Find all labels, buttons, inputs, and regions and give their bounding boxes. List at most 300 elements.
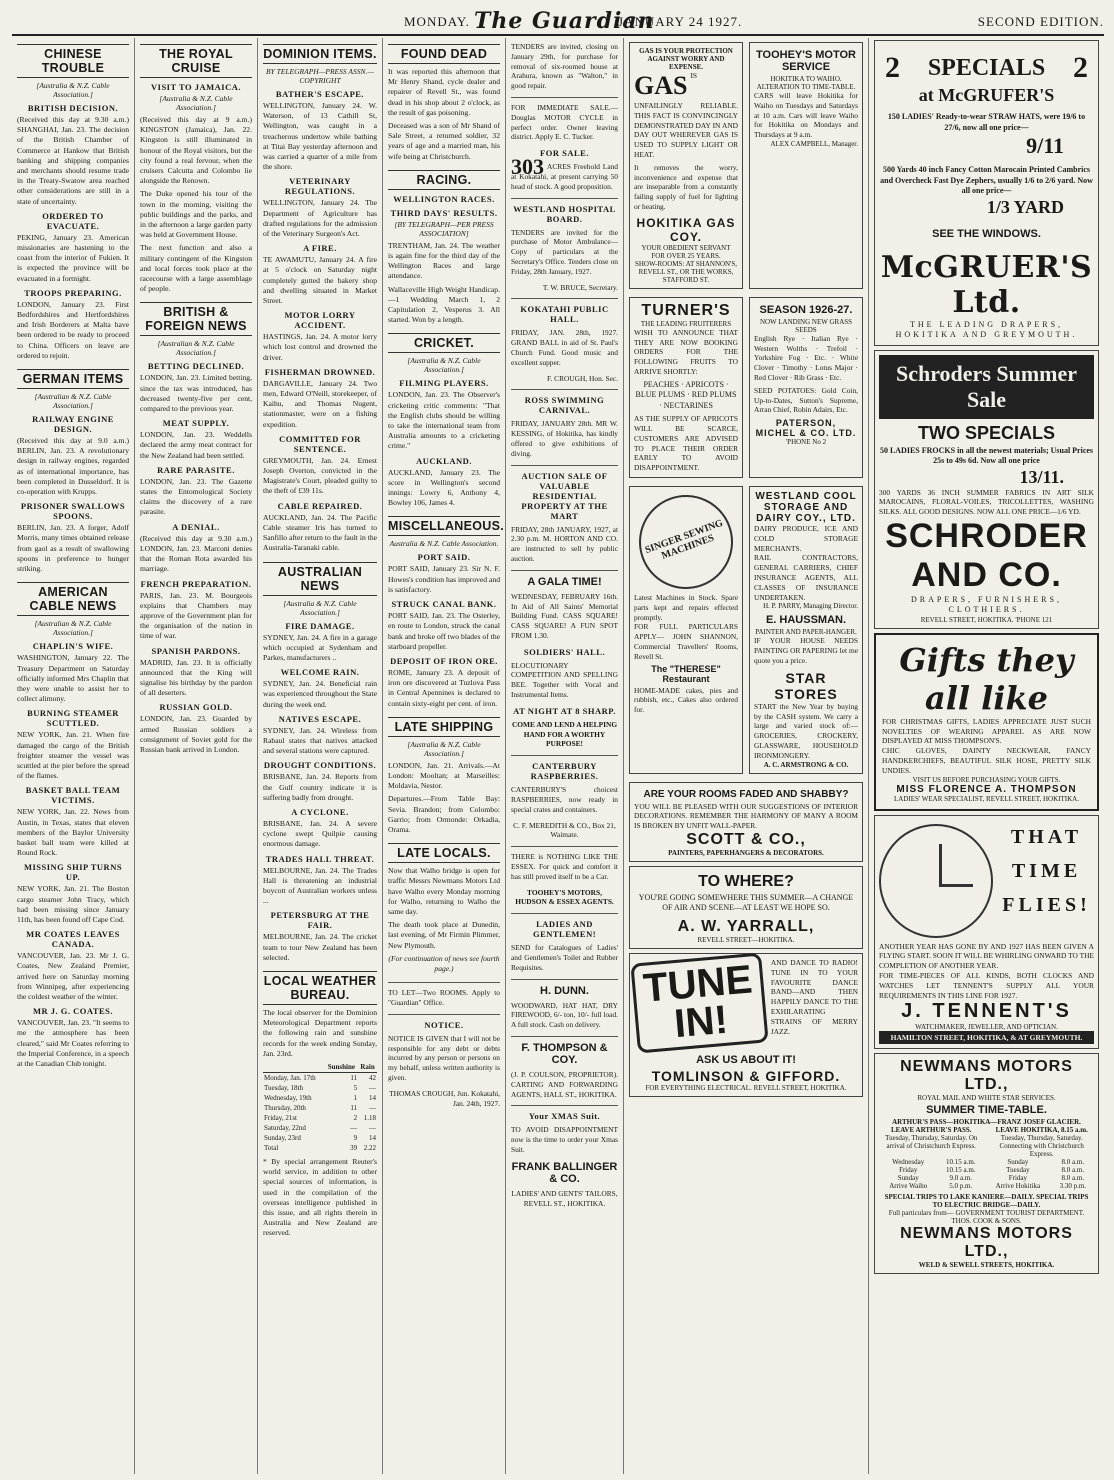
gala-text: WEDNESDAY, FEBRUARY 16th. In Aid of All Saints' Memorial Building Fund. CASS SQUARE! CASS SQUARE! A FUN SPOT FROM 1.30. [511,591,618,640]
toohey-alteration: ALTERATION TO TIME-TABLE. [756,83,856,91]
paragraph: Deceased was a son of Mr Shand of Sale Street, a returned soldier, 32 years of age and a married man, his wife being at Christchurch. [388,121,500,161]
tt-left-heading: LEAVE ARTHUR'S PASS. [890,1126,972,1135]
article-cricket [388,333,500,508]
weather-row [263,1083,377,1093]
weather-cell: 42 [369,1073,376,1082]
thompson-text: (J. P. COULSON, PROPRIETOR). CARTING AND FORWARDING AGENTS, HALL ST., HOKITIKA. [511,1070,618,1099]
timetable-cell: 8.0 a.m. [1061,1158,1085,1167]
divider [388,982,500,983]
timetable-cell: 10.15 a.m. [945,1166,976,1175]
article-british-foreign-news [140,302,252,755]
tennent-address: HAMILTON STREET, HOKITIKA, & AT GREYMOUTH. [879,1031,1094,1044]
article-miscellaneous [388,516,505,708]
raspberries-signature: C. F. MEREDITH & CO., Box 21, Waimate. [513,820,616,840]
headline: MISCELLANEOUS. [388,516,500,536]
weather-cell: 2.22 [363,1143,376,1152]
yarrall-sub: REVELL STREET—HOKITIKA. [697,935,795,944]
weather-cell: Sunday, 23rd [264,1133,301,1142]
gas-text: IS UNFAILINGLY RELIABLE. THIS FACT IS CONVINCINGLY DEMONSTRATED DAY IN AND DAY OUT WHEREVER GAS IS USED TO SUPPLY LIGHT OR HEAT. [634,71,738,159]
newmans-footer: NEWMANS MOTORS LTD., [900,1225,1073,1261]
westland-text-2: RAIL CONTRACTORS, GENERAL CARRIERS, CHIEF INSURANCE AGENTS, ALL CLASSES OF INSURANCE UNDERTAKEN. [754,553,858,602]
credit: [Australia & N.Z. Cable Association.] [36,81,110,99]
subheading: RAILWAY ENGINE DESIGN. [32,414,114,435]
gala-elocution: ELOCUTIONARY COMPETITION AND SPELLING BEE. Together with Vocal and Instrumental Items. [511,660,618,700]
weather-cell: Friday, 21st [264,1113,297,1122]
timetable-cell: Wednesday [892,1158,925,1167]
xmas-suit-text: TO AVOID DISAPPOINTMENT now is the time to order your Xmas Suit. [511,1125,618,1154]
gas-tagline: YOUR OBEDIENT SERVANT FOR OVER 25 YEARS. [641,243,731,260]
divider [388,1014,500,1015]
classified-ad-motor-cycle: FOR IMMEDIATE SALE.—Douglas MOTOR CYCLE in perfect order. Owner leaving district. Apply E. C. Tucker. [511,102,618,142]
subheading: COMMITTED FOR SENTENCE. [279,433,361,454]
paragraph: The Duke opened his tour of the town in the morning, visiting the public buildings and the parks, and in the afternoon a large garden party was held at Government House. [140,189,252,240]
subheading: RUSSIAN GOLD. [159,702,233,713]
tomlinson-sub: FOR EVERYTHING ELECTRICAL. REVELL STREET, HOKITIKA. [645,1083,847,1092]
subheading: DROUGHT CONDITIONS. [263,760,377,771]
star-signature: A. C. ARMSTRONG & CO. [763,760,849,769]
paragraph: HASTINGS, Jan. 24. A motor lorry which lost control and drowned the driver. [263,332,377,362]
subheading: BRITISH DECISION. [27,103,119,113]
masthead-date: JANUARY 24 1927. [618,14,743,29]
subheading: STRUCK CANAL BANK. [391,599,497,610]
article-late-locals [388,843,500,974]
gifts-sub: LADIES' WEAR SPECIALIST, REVELL STREET, HOKITIKA. [894,794,1079,803]
weather-header-cell [263,1062,325,1073]
specials-num-left: 2 [885,51,900,84]
ad-toohey-motor [749,42,863,289]
paterson-phone: 'PHONE No 2 [785,438,827,447]
divider [511,846,618,847]
specials-see-windows: SEE THE WINDOWS. [932,227,1041,240]
weather-cell: Thursday, 20th [264,1103,306,1112]
paragraph: TRENTHAM, Jan. 24. The weather is again fine for the third day of the Wellington Races and large attendance. [388,240,500,281]
weather-header-cell: Sunshine [325,1062,359,1073]
time-text-2: FOR TIME-PIECES OF ALL KINDS, BOTH CLOCKS AND WATCHES LET TENNENT'S SUPPLY ALL YOUR REQUIREMENTS IN THIS LINE FOR 1927. [879,971,1094,1000]
weather-cell: 11 [350,1103,358,1112]
paragraph: It was reported this afternoon that Mr Henry Shand, cycle dealer and repairer of Revell St., was found dead in his shop about 2 o'clock, as the result of gas poisoning. [388,67,500,117]
paragraph: GREYMOUTH, Jan. 24. Ernest Joseph Overton, convicted in the Magistrate's Court, pleaded guilty to the theft of £39 11s. [263,455,377,496]
paragraph: PORT SAID, Jan. 23. The Osterley, en route to London, struck the canal bank and broke off two blades of the starboard propeller. [388,611,500,651]
article-german-items [17,369,129,574]
weather-row [263,1113,377,1123]
column-2 [135,38,258,1474]
paragraph: NEW YORK, Jan. 21. The Boston cargo steamer John Tracy, which had been missing since January 11th, has been found off Cape Cod. [17,884,129,924]
clock-icon [879,824,993,938]
paragraph: PORT SAID, January 23. Sir N. F. Howes's condition has improved and is satisfactory. [388,564,500,594]
weather-table [263,1062,377,1153]
timetable-cell: 8.0 a.m. [1061,1174,1085,1183]
subheading: BURNING STEAMER SCUTTLED. [27,708,119,729]
subheading: A CYCLONE. [291,806,349,817]
ad-turners [629,297,743,478]
auction-text: FRIDAY, 28th JANUARY, 1927, at 2.30 p.m. M. HORTON AND CO. are instructed to sell by public auction. [511,524,618,563]
weather-cell: 2 [353,1113,358,1122]
schroders-price: 13/11. [1019,466,1064,487]
paragraph: NEW YORK, Jan. 21. When fire damaged the cargo of the British freighter steamer the vessel was scuttled at the pier before the spread of the flames. [17,730,129,781]
headline: CHINESE TROUBLE [17,44,129,78]
ad-westland-cool-storage [749,486,863,774]
timetable-cell: 9.0 a.m. [949,1174,973,1183]
paragraph: The death took place at Dunedin, last evening, of Mr Firmin Plimmer, New Plymouth. [388,920,500,950]
timetable-row [879,1174,1094,1182]
star-text: START the New Year by buying by the CASH system. We carry a large and varied stock of:— GROCERIES, CROCKERY, GLASSWARE, HOUSEHOLD IRONMONGERY. [754,701,858,760]
gifts-visit: VISIT US BEFORE PURCHASING YOUR GIFTS. [912,775,1061,784]
headline: THE ROYAL CRUISE [140,44,252,78]
tune-in-logo: TUNE IN! [630,952,768,1053]
subheading: A DENIAL. [172,521,220,532]
credit: [Australian & N.Z. Cable Association.] [34,619,112,638]
for-sale-heading: FOR SALE. [540,148,589,159]
time-flies [999,820,1094,942]
divider [511,1105,618,1106]
tt-left-text: Tuesday, Thursday, Saturday. On arrival of Christchurch Express. [885,1134,978,1151]
subheading: PRISONER SWALLOWS SPOONS. [20,501,126,522]
therese-text: HOME-MADE cakes, pies and rubbish, etc., Cakes also ordered for. [634,685,738,715]
paragraph: BERLIN, Jan. 23. A forger, Adolf Morris, many times obtained release from gaol as a result of swallowing spoons in preference to hunger striking. [17,523,129,574]
turner-heading: TURNER'S [641,301,731,319]
subheading: PETERSBURG AT THE FAIR. [270,910,370,931]
where-text: YOU'RE GOING SOMEWHERE THIS SUMMER—A CHANGE OF AIR AND SCENE—AT LEAST WE HOPE SO. [638,892,854,913]
weather-total-row [263,1143,377,1153]
newmans-heading: NEWMANS MOTORS LTD., [900,1058,1073,1094]
toohey-signature: ALEX CAMPBELL, Manager. [770,139,858,148]
ad-schroders [874,350,1099,629]
tennent-heading: J. TENNENT'S [901,1000,1072,1023]
mcgruer-heading: McGRUER'S Ltd. [880,249,1093,320]
gas-big-word: GAS [634,71,688,100]
gala-heading: A GALA TIME! [527,575,602,588]
timetable-cell: Sunday [897,1174,919,1183]
paragraph: (Received this day at 9 a.m.) KINGSTON (Jamaica), Jan. 22. Kingston is still illuminated in honour of the Royal visitors, but the city found a real fervour, when the cruisers Calcutta and Colombo lie alongside the Renown. [140,115,252,186]
timetable-cell: 10.15 a.m. [945,1158,976,1167]
headline: AMERICAN CABLE NEWS [17,582,129,616]
schroders-text-2: 300 YARDS 36 INCH SUMMER FABRICS IN ART SILK MAROCAINS, FLORAL-VOILES, TRICOLLETTES, WASHING SILKS. ALL GOOD DESIGNS. NOW ALL ONE PRICE—1/6 YD. [879,487,1094,517]
credit: Australia & N.Z. Cable Association. [389,539,499,549]
subheading: A FIRE. [303,243,337,254]
raspberries-text: CANTERBURY'S choicest RASPBERRIES, now ready in special crates and containers. [511,785,618,814]
article-late-shipping [388,717,500,835]
article-royal-cruise [140,44,252,294]
schroders-heading: TWO SPECIALS [917,422,1055,443]
subheading: VISIT TO JAMAICA. [151,82,241,92]
column-5 [506,38,624,1474]
subheading: PORT SAID. [417,552,471,563]
paragraph: WELLINGTON, January 24. The Department of Agriculture has drafted regulations for the admission of the Veterinary Surgeon's Act. [263,198,377,239]
weather-cell: Total [264,1143,279,1152]
timetable-cell: 5.0 p.m. [949,1182,973,1191]
toohey-route: HOKITIKA TO WAIHO. [770,75,842,83]
paragraph: MELBOURNE, Jan. 24. The Trades Hall is threatening an industrial boycott of Australian workers unless ... [263,865,377,906]
timetable-row [879,1158,1094,1166]
haussman-text: IF YOUR HOUSE NEEDS PAINTING OR PAPERING let me quote you a price. [754,636,858,665]
masthead-paper-title: The Guardian [474,8,655,34]
timetable-cell: 3.30 p.m. [1059,1182,1087,1191]
timetable-cell: Arrive Hokitika [995,1182,1041,1191]
time-word-2: TIME [1011,859,1082,882]
weather-cell: 1.18 [363,1113,376,1122]
gifts-text: FOR CHRISTMAS GIFTS, LADIES APPRECIATE JUST SUCH NOVELTIES OF WEARING APPAREL AS ARE NOW DISPLAYED AT MISS THOMPSON'S. [882,716,1091,746]
article-american-cable-news [17,582,129,1069]
season-heading: SEASON 1926-27. [759,303,853,316]
singer-text: Latest Machines in Stock. Spare parts kept and repairs effected promptly. [634,593,738,622]
weather-cell: 5 [353,1083,358,1092]
dunn-heading: H. DUNN. [540,984,589,997]
paragraph: BRISBANE, Jan. 24. A severe cyclone swept Quilpie causing enormous damage. [263,818,377,849]
ad-hokitika-gas [629,42,743,289]
specials-at: at McGRUFER'S [918,85,1055,105]
credit: [BY TELEGRAPH—PER PRESS ASSOCIATION] [394,219,494,238]
ad-row-top [629,38,863,293]
divider [511,97,618,98]
paragraph: WASHINGTON, January 22. The Treasury Department on Saturday officially informed Mrs Chaplin that they were unable to assist her to collect alimony. [17,653,129,704]
column-7 [869,38,1104,1474]
paragraph: LONDON, Jan. 23. Limited betting, since the tax was introduced, has decreased twenty-five per cent, compared to the previous year. [140,373,252,414]
subheading: AUCKLAND. [416,455,472,466]
paragraph: ROME, January 23. A deposit of iron ore discovered at Tuzlova Pass in Central Apennines is declared to contain sixty-eight per cent. of iron. [388,667,500,708]
weather-cell: Monday, Jan. 17th [264,1073,316,1082]
newmans-timetable [879,1158,1094,1190]
ad-tennent [874,815,1099,1050]
newmans-special-trips: SPECIAL TRIPS TO LAKE KANIERE—DAILY. SPECIAL TRIPS TO ELECTRIC BRIDGE—DAILY. [884,1193,1089,1210]
divider [511,389,618,390]
newmans-timetable-heading: SUMMER TIME-TABLE. [926,1104,1047,1117]
paragraph: LONDON, Jan. 23. The Observer's cricketing critic comments: "That the English clubs should be willing to take the international team from Australia amounts to a cricketing crime." [388,390,500,451]
subheading: MISSING SHIP TURNS UP. [23,862,123,883]
paragraph: LONDON, January 23. First Bedfordshires and Hertfordshires and Irish Borderers at Malta have been ordered to be ready to proceed to China. Officers on leave are ordered to rejoin. [17,299,129,360]
paragraph: (Received this day at 9.30 a.m.) LONDON, Jan. 23. Marconi denies that the Roman Rota awarded his marriage. [140,533,252,574]
schroder-heading: SCHRODER AND CO. [885,516,1088,594]
haussman-sub: PAINTER AND PAPER-HANGER. [755,628,857,637]
paragraph: (For continuation of news see fourth page.) [388,953,500,973]
timetable-cell: 8.0 a.m. [1061,1166,1085,1175]
ad-yarrall [629,866,863,949]
article-found-dead [388,44,500,162]
credit: BY TELEGRAPH—PRESS ASSN.—COPYRIGHT [266,67,374,85]
paragraph: Now that Walho bridge is open for traffic Messrs Newmans Motors Ltd have Walho every Monday morning for Walho, returning to Walho the same day. [388,866,500,916]
headline: LOCAL WEATHER BUREAU. [263,971,377,1005]
where-heading: TO WHERE? [698,872,794,890]
auction-heading: AUCTION SALE OF VALUABLE RESIDENTIAL PROPERTY AT THE MART [521,470,608,521]
westland-signature: H. P. PARRY, Managing Director. [763,602,858,611]
tune-ask: ASK US ABOUT IT! [696,1053,796,1066]
weather-cell: Wednesday, 19th [264,1093,312,1102]
haussman-heading: E. HAUSSMAN. [765,614,847,627]
timetable-row [879,1166,1094,1174]
turner-list: PEACHES · APRICOTS · BLUE PLUMS · RED PLUMS · NECTARINES [635,379,737,410]
swimming-carnival-text: FRIDAY, JANUARY 28th. MR W. KESSING, of Hokitika, has kindly offered to give exhibitions of diving. [511,419,618,458]
subheading: RARE PARASITE. [157,464,235,475]
therese-heading: The "THERESE" Restaurant [651,663,721,684]
hospital-board-signature: T. W. BRUCE, Secretary. [542,282,618,292]
subheading: BATHER'S ESCAPE. [275,89,365,99]
paragraph: SYDNEY, Jan. 24. A fire in a garage which occupied at Sydenham and Parkes, manufacturers .. [263,632,377,662]
timetable-cell: Tuesday [1006,1166,1030,1175]
paragraph: LONDON, Jan. 23. Weddells declared the army meat contract for the New Zealand had been settled. [140,430,252,460]
gas-firm: HOKITIKA GAS COY. [636,215,736,244]
weather-cell: — [369,1083,376,1092]
weather-row [263,1133,377,1143]
gas-header: GAS IS YOUR PROTECTION AGAINST WORRY AND EXPENSE. [639,47,733,71]
tune-in-wrap [634,958,765,1048]
column-1 [12,38,135,1474]
subheading: FILMING PLAYERS. [399,378,489,389]
faded-heading: ARE YOUR ROOMS FADED AND SHABBY? [643,788,849,800]
weather-header-cell: Rain [358,1062,377,1073]
public-hall-text: FRIDAY, JAN. 28th, 1927. GRAND BALL in aid of St. Paul's Church Fund. Good music and excellent supper. [511,328,618,367]
ad-row-lower [629,482,863,778]
paragraph: NEW YORK, Jan. 22. News from Austin, in Texas, states that eleven members of the Baylor University basket ball team were killed at Round Rock. [17,807,129,858]
paragraph: (Received this day at 9.30 a.m.) SHANGHAI, Jan. 23. The decision of the British Chamber of Commerce at Hankow that British banking and shipping companies and merchants should resume trade in the Treaty-Swatow area reached other considerations are still in a state of uncertainty. [17,115,129,206]
paragraph: LONDON, Jan. 21. Arrivals.—At London: Mooltan; at Marseilles: Moldavia, Nestor. [388,760,500,791]
time-word-1: THAT [1010,825,1083,848]
divider [511,570,618,571]
timetable-cell: Friday [899,1166,918,1175]
divider [511,755,618,756]
schroders-text-1: 50 LADIES FROCKS in all the newest materials; Usual Prices 25s to 49s 6d. Now all one price [879,445,1094,465]
weather-cell: Tuesday, 18th [264,1083,303,1092]
headline: BRITISH & FOREIGN NEWS [140,302,252,336]
hospital-board-heading: WESTLAND HOSPITAL BOARD. [513,203,616,224]
paragraph: The local observer for the Dominion Meteorological Department reports the following rain and sunshine records for the week ending Sunday, Jan. 23rd. [263,1007,377,1058]
acres-text: ACRES Freehold Land at Kokatahi, at present carrying 50 head of stock. A good proposition. [511,162,618,191]
weather-cell: 1 [353,1093,358,1102]
article-australian-news [263,562,377,963]
divider [511,1036,618,1037]
newmans-full: Full particulars from— GOVERNMENT TOURIST DEPARTMENT. THOS. COOK & SONS. [888,1209,1085,1226]
yarrall-heading: A. W. YARRALL, [677,917,815,935]
gifts-heading: Gifts they all like [899,640,1074,717]
gas-text-2: It removes the worry, inconvenience and expense that are inseparable from a constantly failing supply of fuel for lighting or heating. [634,162,738,211]
weather-cell: — [350,1123,358,1132]
time-row [879,820,1094,942]
weather-cell: 9 [353,1133,358,1142]
specials-price-2: 1/3 YARD [986,196,1064,217]
paragraph: Departures.—From Table Bay: Sevia. Brandon; from Colombo: Garrio; from Ormonde: Orkadia, Orama. [388,794,500,834]
ad-scott-decorators [629,782,863,862]
subheading: THIRD DAYS' RESULTS. [390,207,498,218]
ladies-heading: LADIES AND GENTLEMEN! [532,919,597,940]
newmans-right [990,1126,1095,1158]
paragraph: MELBOURNE, Jan. 24. The cricket team to tour New Zealand has been selected. [263,932,377,962]
mcgruer-sub: THE LEADING DRAPERS, [909,319,1064,329]
paragraph: SYDNEY, Jan. 24. Wireless from Rabaul states that natives attacked and several stations were captured. [263,725,377,756]
tt-right-text: Tuesday, Thursday, Saturday. Connecting with Christchurch Express. [999,1134,1084,1159]
paragraph: LONDON, Jan. 23. Guarded by armed Russian soldiers a consignment of Soviet gold for the Russian bank arrived in London. [140,714,252,754]
headline: LATE SHIPPING [388,717,500,737]
newmans-columns [879,1126,1094,1158]
paterson-heading: PATERSON, MICHEL & CO. LTD. [755,418,857,439]
classified-ad-land [511,154,618,191]
timetable-row [879,1182,1094,1190]
column-3 [258,38,383,1474]
paragraph: TE AWAMUTU, January 24. A fire at 5 o'clock on Saturday night completely gutted the bakery shop and dwelling situated in Market Street. [263,255,377,306]
ad-season-seeds [749,297,863,478]
xmas-suit-heading: Your XMAS Suit. [528,1111,601,1122]
headline: GERMAN ITEMS [17,369,129,389]
tt-right-heading: LEAVE HOKITIKA, 8.15 a.m. [995,1126,1088,1135]
credit: [Australian & N.Z. Cable Association.] [157,339,235,358]
subheading: NATIVES ESCAPE. [278,713,362,724]
ballinger-text: LADIES' AND GENTS' TAILORS, REVELL ST., HOKITIKA. [511,1188,618,1208]
gifts-firm: MISS FLORENCE A. THOMPSON [896,783,1077,795]
credit: [Australian & N.Z. Cable Association.] [34,392,112,411]
singer-logo: SINGER SEWING MACHINES [626,482,746,602]
subheading: FISHERMAN DROWNED. [264,366,376,377]
specials-header [879,45,1094,85]
specials-num-right: 2 [1073,51,1088,84]
scott-heading: SCOTT & CO., [686,830,806,848]
hospital-board-text: TENDERS are invited for the purchase of Motor Ambulance—Copy of particulars at the Secretary's Office. Tenders close on Friday, 28th January, 1927. [511,227,618,276]
classified-ad-to-let: TO LET—Two ROOMS. Apply to "Guardian" Office. [388,988,500,1007]
ladies-text: SEND for Catalogues of Ladies' and Gentlemen's Toilet and Rubber Requisites. [511,943,618,972]
weather-cell: 14 [369,1133,376,1142]
article-local-weather-bureau [263,971,377,1239]
season-sub: NOW LANDING NEW GRASS SEEDS [759,317,853,334]
article-chinese-trouble [17,44,129,361]
paragraph: (Received this day at 9.0 a.m.) BERLIN, Jan. 23. A revolutionary design in railway engines, regarded as of international importance, has been completed in Dusseldorf. It is co-operation with Krupps. [17,436,129,497]
subheading: MEAT SUPPLY. [162,418,230,429]
tune-in-row [634,958,858,1048]
ad-tomlinson-radio [629,953,863,1097]
thompson-heading: F. THOMPSON & COY. [521,1042,608,1067]
credit: [Australia & N.Z. Cable Association.] [407,739,481,758]
divider [511,198,618,199]
headline: LATE LOCALS. [388,843,500,863]
specials-price-1: 9/11 [1026,133,1064,158]
subheading: CHAPLIN'S WIFE. [32,641,114,652]
paragraph: BRISBANE, Jan. 24. Reports from the Gulf country indicate it is suffering badly from drought. [263,772,377,802]
subheading: TROOPS PREPARING. [24,287,122,298]
ad-gifts [874,633,1099,811]
specials-text-1: 150 LADIES' Ready-to-wear STRAW HATS, were 19/6 to 27/6, now all one price— [887,112,1086,132]
subheading: BETTING DECLINED. [147,361,245,372]
weather-row [263,1103,377,1113]
schroder-sub: DRAPERS, FURNISHERS, CLOTHIERS. [911,594,1062,615]
westland-heading: WESTLAND COOL STORAGE AND DAIRY COY., LTD. [755,491,857,525]
subheading: BASKET BALL TEAM VICTIMS. [25,785,121,806]
subheading: MR COATES LEAVES CANADA. [26,929,120,950]
gas-showrooms: SHOW-ROOMS: AT SHANNON'S, REVELL ST., OR THE WORKS, STAFFORD ST. [634,259,738,284]
weather-cell: — [369,1123,376,1132]
newmans-route: ARTHUR'S PASS—HOKITIKA—FRANZ JOSEF GLACIER. [892,1118,1081,1127]
weather-row [263,1072,377,1083]
weather-cell: — [369,1103,376,1112]
ad-singer [629,486,743,774]
time-text: ANOTHER YEAR HAS GONE BY AND 1927 HAS BEEN GIVEN A FLYING START. SOON IT WILL BE WHIRLING ONWARD TO THE COMPLETION OF ANOTHER YEAR. [879,941,1094,971]
schroder-address: REVELL STREET, HOKITIKA. 'PHONE 121 [920,615,1053,624]
specials-text-2: 500 Yards 40 inch Fancy Cotton Marocain Printed Cambrics and Overcheck Fast Dye Zephers, usually 1/6 to 2/6 yard. Now all one price— [880,165,1093,195]
newmans-sub: ROYAL MAIL AND WHITE STAR SERVICES. [917,1094,1056,1103]
weather-cell: 14 [369,1093,376,1102]
paragraph: AUCKLAND, Jan. 24. The Pacific Cable steamer Iris has turned to Sanfillo after return to the fault in the Australia-Taranaki cable. [263,512,377,553]
season-potatoes: SEED POTATOES: Gold Coin, Up-to-Dates, Sutton's Supreme, Arran Chief, Robin Adairs, Etc. [754,385,858,415]
headline: RACING. [388,170,500,190]
paragraph: VANCOUVER, Jan. 23. "It seems to me the atmosphere has been cleared," said Mr Coates referring to the Imperial Conference, in a speech at the Canadian Club tonight. [17,1018,129,1068]
masthead-day: MONDAY. [404,14,470,29]
paragraph: AUCKLAND, January 23. The score in Wellington's second innings: Lowry 6, Anthony 4, Bowley 106, James 4. [388,467,500,508]
credit: [Australia & N.Z. Cable Association.] [159,94,233,112]
divider [511,465,618,466]
tune-in-text: AND DANCE TO RADIO! TUNE IN TO YOUR FAVOURITE DANCE BAND—AND THEN HAPPILY DANCE TO THE EXHILARATING STRAINS OF MERRY JAZZ. [770,957,858,1036]
headline: AUSTRALIAN NEWS [263,562,377,596]
masthead [12,6,1104,36]
weather-cell: 39 [350,1143,358,1152]
headline: FOUND DEAD [388,44,500,64]
gala-night: AT NIGHT AT 8 SHARP. [513,705,616,716]
paragraph: PARIS, Jan. 23. M. Bourgeois explains that Chambers may approve of the Government plan for the organisation of the nation in time of war. [140,590,252,641]
acres-number: 303 [511,154,544,180]
tennent-sub: WATCHMAKER, JEWELLER, AND OPTICIAN. [915,1023,1058,1032]
